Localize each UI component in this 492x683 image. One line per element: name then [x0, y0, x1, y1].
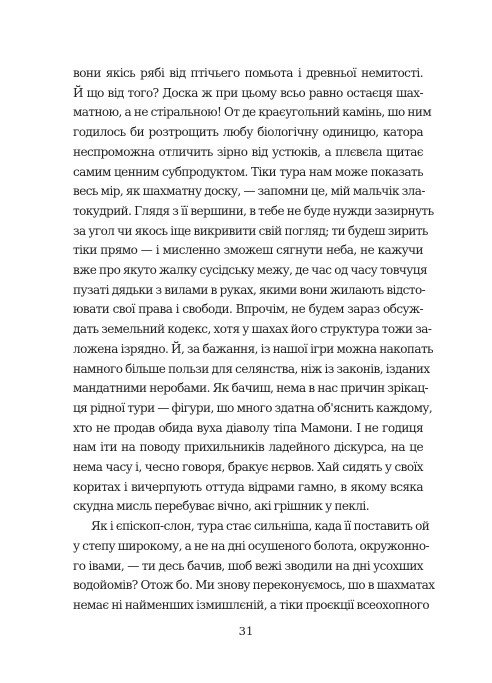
text-line: нема часу і, чесно говоря, бракує нєрвов. Хай сидять у своїх [73, 460, 423, 475]
text-line: весь мір, як шахматну доску, — запомни це, мій мальчік зла- [73, 184, 425, 199]
text-line: пузаті дядьки з вилами в руках, якими вони жилають відсто- [73, 282, 426, 297]
text-line: нам іти на поводу прихильників ладейного діскурса, на це [73, 440, 423, 455]
text-line: матною, а не стіральною! От де краєугольний камінь, шо ним [73, 105, 432, 120]
text-line: коритах і вичерпують оттуда відрами гамно, в якому всяка [73, 479, 423, 494]
text-line: тіки прямо — і мисленно зможеш сягнути неба, не кажучи [73, 243, 423, 258]
text-line: водойомів? Отож бо. Ми знову переконуємось, шо в шахматах [73, 578, 435, 593]
text-line: немає ні найменших ізмишлєній, а тіки проєкції всеохопного [73, 597, 429, 612]
body-text [73, 64, 435, 616]
text-line: неспроможна отличить зірно від устюків, а плєвєла щитає [73, 144, 423, 159]
text-line: за угол чи якось іще викривити свій погляд; ти будеш зирить [73, 223, 428, 238]
page-number: 31 [238, 624, 254, 638]
paragraph-1 [73, 64, 434, 517]
paragraph-2 [73, 517, 435, 616]
text-line: Й що від того? Доска ж при цьому всьо равно остаєця шах- [73, 85, 423, 100]
text-line: у степу широкому, а не на дні осушеного болота, окружонно- [73, 538, 430, 553]
text-line: вже про якуто жалку сусідську межу, де час од часу товчуця [73, 263, 427, 278]
text-line: ювати свої права і свободи. Впрочім, не будем зараз обсуж- [73, 302, 423, 317]
text-line: самим ценним субпродуктом. Тіки тура нам може показать [73, 164, 423, 179]
text-line: ложена ізрядно. Й, за бажання, із нашої ігри можна накопать [73, 341, 434, 356]
text-line: ця рідної тури — фігури, шо много здатна об'яснить каждому, [73, 400, 433, 415]
text-line: годилось би розтрощить любу біологічну одиницю, катора [73, 125, 423, 140]
text-line: Як і єпіскоп-слон, тура стає сильніша, када її поставить ой [91, 519, 430, 534]
text-line: хто не продав обида вуха діаволу тіпа Мамони. І не годиця [73, 420, 423, 435]
text-line: скудна мисль перебуває вічно, акі грішник у пеклі. [73, 499, 369, 514]
text-line: дать земельний кодекс, хотя у шахах його структура тожи за- [73, 322, 432, 337]
text-line: токудрий. Глядя з її вершини, в тебе не буде нужди зазирнуть [73, 203, 434, 218]
text-line: намного більше пользи для селянства, ніж із законів, ізданих [73, 361, 430, 376]
text-line: мандатними неробами. Як бачиш, нема в нас причин зрікац- [73, 381, 429, 396]
text-line: го івами, — ти десь бачив, шоб вежі зводили на дні усохших [73, 558, 423, 573]
text-line: вони якісь рябі від птічьего помьота і древньої немитості. [73, 66, 423, 80]
